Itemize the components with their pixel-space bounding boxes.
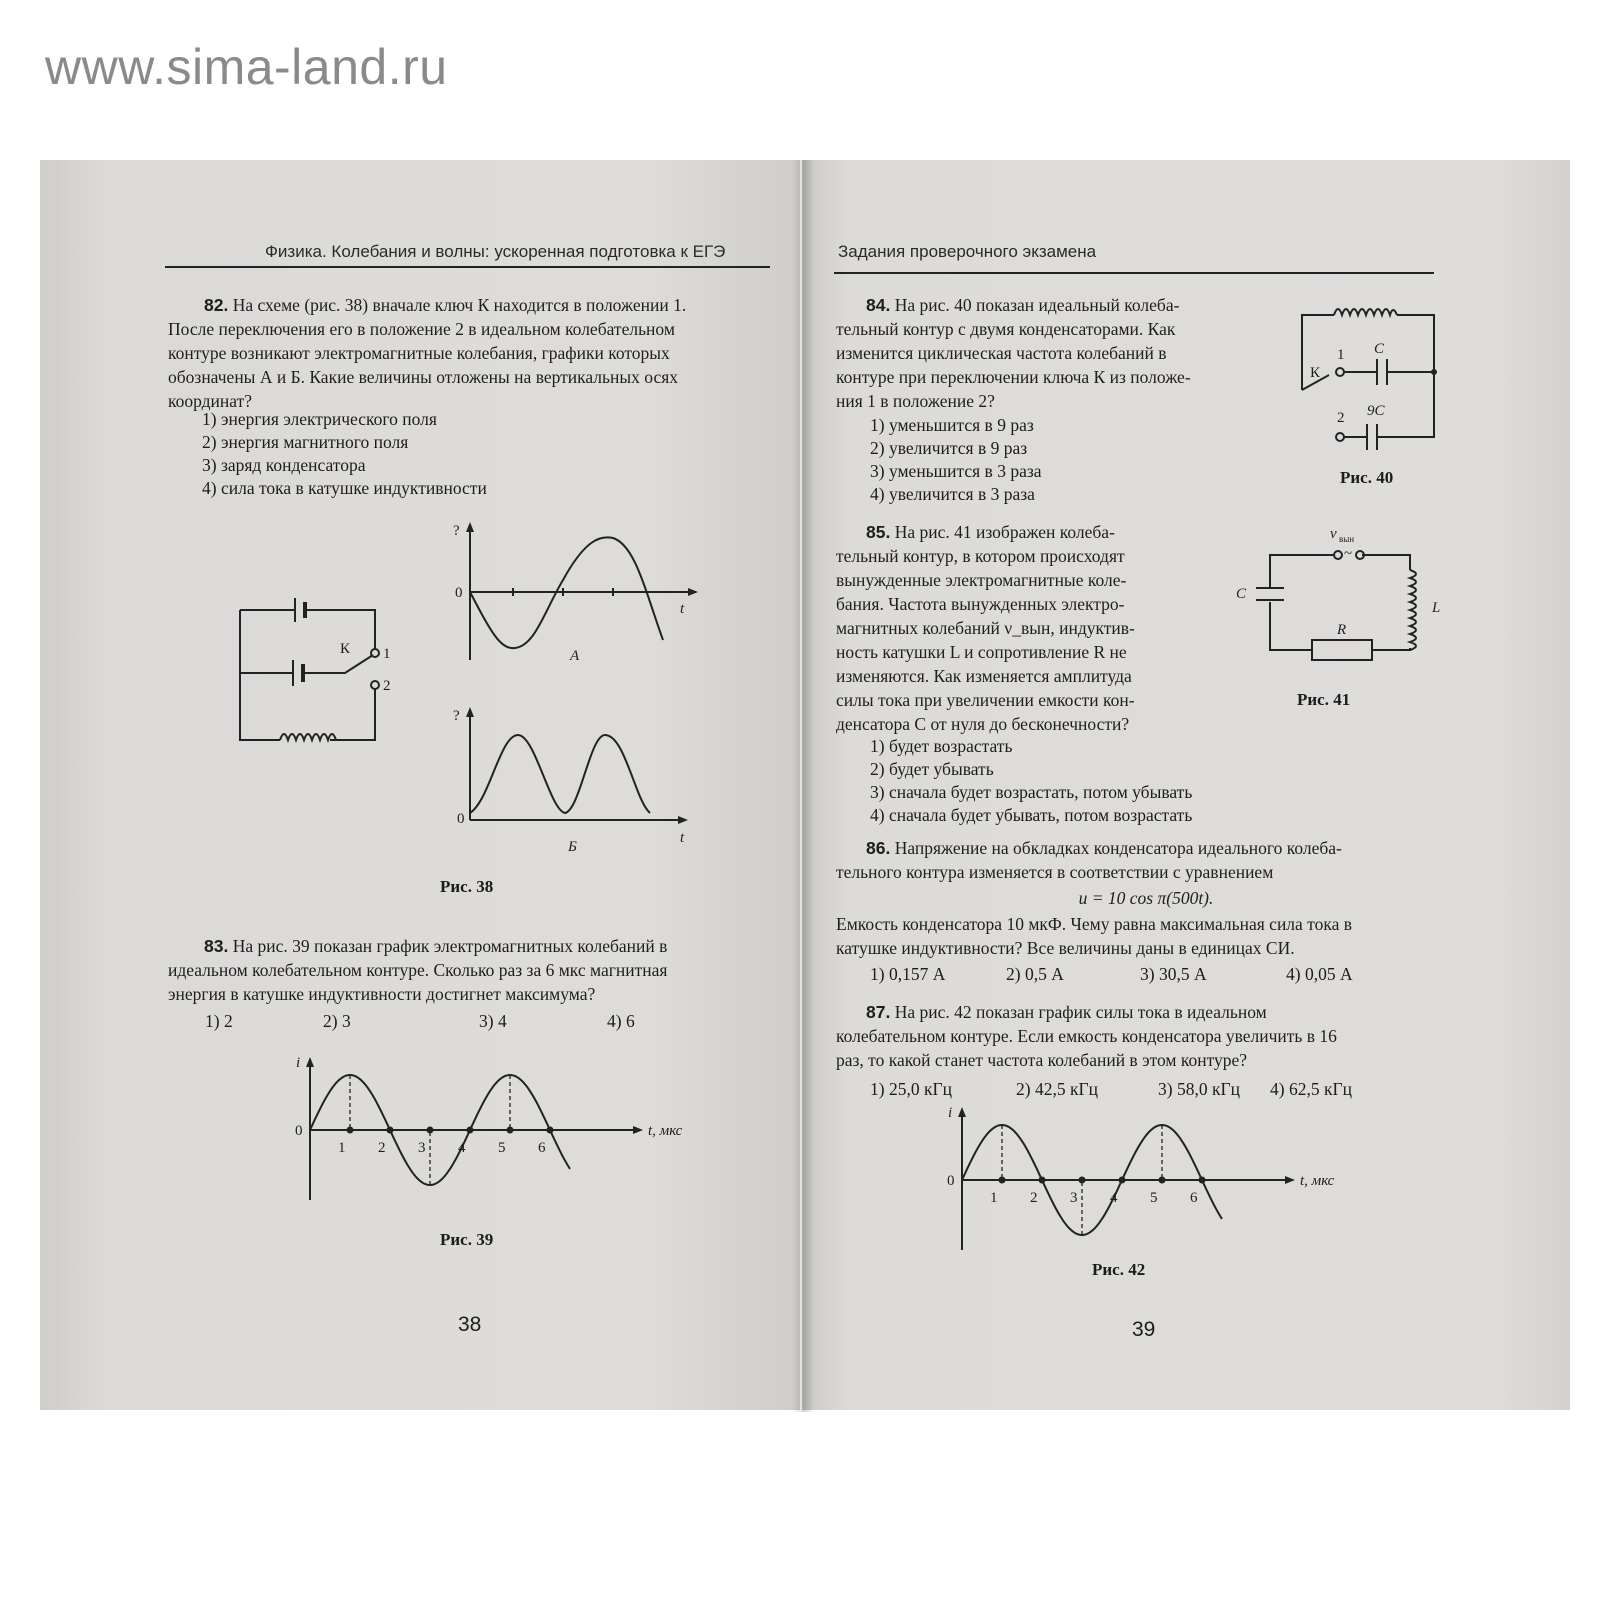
question-82 [168, 293, 778, 413]
question-number: 84. [866, 295, 891, 315]
inductor-coil [1410, 570, 1416, 650]
book-gutter [792, 160, 814, 1412]
circuit-fig40 [1282, 295, 1452, 445]
resistor [1312, 640, 1372, 660]
switch-pos-label: 1 [383, 646, 391, 662]
question-number: 82. [204, 295, 229, 315]
tick-label: 4 [458, 1140, 466, 1156]
question-text-line: магнитных колебаний ν_вын, индуктив- [836, 618, 1135, 638]
question-text-line: координат? [168, 391, 252, 411]
tick-point [507, 1127, 514, 1134]
answer-option: 3) 4 [479, 1011, 507, 1031]
page-number: 38 [458, 1313, 482, 1336]
answer-option: 4) 6 [607, 1011, 635, 1031]
question-text-line: тельного контура изменяется в соответствии с уравнением [836, 862, 1274, 882]
tick-label: 2 [1030, 1190, 1038, 1206]
source-terminal [1334, 551, 1342, 559]
switch-contact-1 [371, 649, 379, 657]
tick-label: 4 [1110, 1190, 1118, 1206]
question-text-line: ность катушки L и сопротивление R не [836, 642, 1127, 662]
tick-label: 1 [338, 1140, 346, 1156]
question-text-line: Напряжение на обкладках конденсатора идеального колеба- [894, 838, 1342, 858]
question-number: 85. [866, 522, 891, 542]
question-text-line: На рис. 41 изображен колеба- [894, 522, 1115, 542]
circuit-fig38 [225, 590, 395, 750]
question-text-line: На рис. 39 показан график электромагнитных колебаний в [232, 936, 668, 956]
circuit-fig41 [1232, 526, 1452, 670]
answer-options-85 [870, 735, 1192, 827]
question-text-line: изменяются. Как изменяется амплитуда [836, 666, 1132, 686]
answer-option: 2) будет убывать [870, 759, 994, 779]
origin-label: 0 [455, 585, 463, 601]
answer-option: 1) будет возрастать [870, 736, 1013, 756]
question-text-line: На рис. 42 показан график силы тока в идеальном [894, 1002, 1267, 1022]
graph-a [435, 520, 695, 670]
y-axis-arrow [306, 1057, 314, 1067]
question-text-line: Емкость конденсатора 10 мкФ. Чему равна максимальная сила тока в [836, 914, 1352, 934]
tick-label: 6 [538, 1140, 546, 1156]
graph-b [435, 705, 695, 865]
question-number: 86. [866, 838, 891, 858]
tick-label: 2 [378, 1140, 386, 1156]
capacitor-label: 9C [1367, 403, 1385, 419]
question-84 [836, 293, 1256, 413]
tick-point [387, 1127, 394, 1134]
question-83 [168, 934, 788, 1006]
answer-option: 2) 42,5 кГц [1016, 1079, 1098, 1099]
tick-point [1159, 1177, 1166, 1184]
equation: u = 10 cos π(500t). [1078, 888, 1214, 908]
figure-caption: Рис. 42 [1092, 1260, 1146, 1279]
curve-b [470, 735, 650, 813]
x-axis-label: t, мкс [1300, 1173, 1335, 1189]
right-page [802, 160, 1570, 1410]
origin-label: 0 [947, 1173, 955, 1189]
answer-option: 1) 0,157 А [870, 964, 946, 984]
figure-caption: Рис. 40 [1340, 468, 1394, 487]
origin-label: 0 [295, 1123, 303, 1139]
frequency-subscript: вын [1339, 534, 1355, 544]
tick-label: 5 [498, 1140, 506, 1156]
answer-option: 3) уменьшится в 3 раза [870, 461, 1042, 481]
tick-point [1079, 1177, 1086, 1184]
y-axis-label: ? [453, 523, 460, 539]
answer-options-82 [202, 408, 487, 500]
tick-point [1119, 1177, 1126, 1184]
x-axis-label: t [680, 601, 685, 617]
tick-point [347, 1127, 354, 1134]
answer-option: 3) 58,0 кГц [1158, 1079, 1240, 1099]
question-text-line: энергия в катушке индуктивности достигнет максимума? [168, 984, 596, 1004]
answer-option: 4) 0,05 А [1286, 964, 1353, 984]
answer-option: 2) увеличится в 9 раз [870, 438, 1028, 458]
answer-options-86 [870, 963, 1430, 986]
question-text-line: контуре при переключении ключа К из положе- [836, 367, 1191, 387]
answer-option: 4) 62,5 кГц [1270, 1079, 1352, 1099]
answer-option: 4) увеличится в 3 раза [870, 484, 1035, 504]
question-87 [836, 1000, 1456, 1072]
tick-label: 1 [990, 1190, 998, 1206]
inductor-coil [280, 734, 336, 740]
switch-pos-label: 1 [1337, 347, 1345, 363]
tick-point [999, 1177, 1006, 1184]
question-text-line: катушке индуктивности? Все величины даны в единицах СИ. [836, 938, 1295, 958]
tick-point [467, 1127, 474, 1134]
tick-label: 3 [418, 1140, 426, 1156]
answer-option: 4) сила тока в катушке индуктивности [202, 478, 487, 498]
answer-option: 1) 2 [205, 1011, 233, 1031]
ac-source-symbol: ~ [1344, 546, 1353, 562]
switch-pos-label: 2 [383, 678, 391, 694]
question-85 [836, 520, 1256, 736]
capacitor-label: C [1374, 341, 1385, 357]
answer-option: 4) сначала будет убывать, потом возрастать [870, 805, 1193, 825]
resistor-label: R [1337, 622, 1347, 638]
running-head-right: Задания проверочного экзамена [838, 242, 1097, 261]
question-text-line: тельный контур с двумя конденсаторами. Как [836, 319, 1176, 339]
question-text-line: тельный контур, в котором происходят [836, 546, 1125, 566]
graph-name: Б [568, 839, 577, 855]
y-axis-arrow [958, 1107, 966, 1117]
question-text-line: силы тока при увеличении емкости кон- [836, 690, 1135, 710]
question-text-line: раз, то какой станет частота колебаний в этом контуре? [836, 1050, 1248, 1070]
tick-label: 5 [1150, 1190, 1158, 1206]
frequency-label: ν [1330, 526, 1337, 542]
tick-label: 3 [1070, 1190, 1078, 1206]
question-text-line: На схеме (рис. 38) вначале ключ К находится в положении 1. [232, 295, 687, 315]
x-axis-label: t, мкс [648, 1123, 683, 1139]
tick-point [1039, 1177, 1046, 1184]
question-text-line: После переключения его в положение 2 в идеальном колебательном [168, 319, 675, 339]
switch-pos-label: 2 [1337, 410, 1345, 426]
question-text-line: обозначены А и Б. Какие величины отложены на вертикальных осях [168, 367, 679, 387]
answer-option: 3) сначала будет возрастать, потом убывать [870, 782, 1193, 802]
question-text-line: идеальном колебательном контуре. Сколько раз за 6 мкс магнитная [168, 960, 668, 980]
chart-fig39 [270, 1055, 690, 1205]
inductor-label: L [1432, 600, 1441, 616]
left-page [40, 160, 800, 1410]
x-axis-arrow [1285, 1176, 1295, 1184]
x-axis-arrow [633, 1126, 643, 1134]
switch-contact-2 [371, 681, 379, 689]
open-book [40, 160, 1570, 1415]
y-axis-label: i [296, 1055, 301, 1071]
question-text-line: вынужденные электромагнитные коле- [836, 570, 1127, 590]
answer-option: 1) энергия электрического поля [202, 409, 437, 429]
question-86 [836, 836, 1456, 960]
tick-point [427, 1127, 434, 1134]
running-head-left: Физика. Колебания и волны: ускоренная подготовка к ЕГЭ [265, 242, 726, 261]
y-axis-label: ? [453, 708, 460, 724]
question-text-line: колебательном контуре. Если емкость конденсатора увеличить в 16 [836, 1026, 1337, 1046]
switch-contact-2 [1336, 433, 1344, 441]
switch-contact-1 [1336, 368, 1344, 376]
figure-caption: Рис. 38 [440, 877, 494, 896]
tick-label: 6 [1190, 1190, 1198, 1206]
answer-options-84 [870, 414, 1042, 506]
origin-label: 0 [457, 811, 465, 827]
answer-option: 2) 3 [323, 1011, 351, 1031]
capacitor-label: C [1236, 586, 1247, 602]
switch-label: К [1310, 365, 1321, 381]
answer-option: 1) 25,0 кГц [870, 1079, 952, 1099]
question-text-line: бания. Частота вынужденных электро- [836, 594, 1125, 614]
switch-label: К [340, 641, 351, 657]
question-text-line: изменится циклическая частота колебаний в [836, 343, 1167, 363]
figure-caption: Рис. 39 [440, 1230, 494, 1249]
tick-point [547, 1127, 554, 1134]
x-axis-label: t [680, 830, 685, 846]
figure-caption: Рис. 41 [1297, 690, 1351, 709]
question-number: 87. [866, 1002, 891, 1022]
answer-option: 3) 30,5 А [1140, 964, 1207, 984]
question-text-line: денсатора С от нуля до бесконечности? [836, 714, 1130, 734]
answer-option: 1) уменьшится в 9 раз [870, 415, 1034, 435]
answer-option: 2) энергия магнитного поля [202, 432, 409, 452]
answer-option: 2) 0,5 А [1006, 964, 1064, 984]
question-number: 83. [204, 936, 229, 956]
tick-point [1199, 1177, 1206, 1184]
inductor-coil [1334, 309, 1397, 315]
question-text-line: контуре возникают электромагнитные колебания, графики которых [168, 343, 670, 363]
question-text-line: ния 1 в положение 2? [836, 391, 995, 411]
graph-name: А [570, 648, 580, 664]
y-axis-label: i [948, 1105, 953, 1121]
answer-options-87 [870, 1078, 1430, 1101]
question-text-line: На рис. 40 показан идеальный колеба- [894, 295, 1180, 315]
answer-option: 3) заряд конденсатора [202, 455, 366, 475]
chart-fig42 [922, 1105, 1342, 1255]
header-rule-right [834, 272, 1434, 274]
header-rule-left [165, 266, 770, 268]
watermark: www.sima-land.ru [45, 39, 448, 95]
page-number: 39 [1132, 1318, 1156, 1341]
answer-options-83 [205, 1010, 685, 1033]
